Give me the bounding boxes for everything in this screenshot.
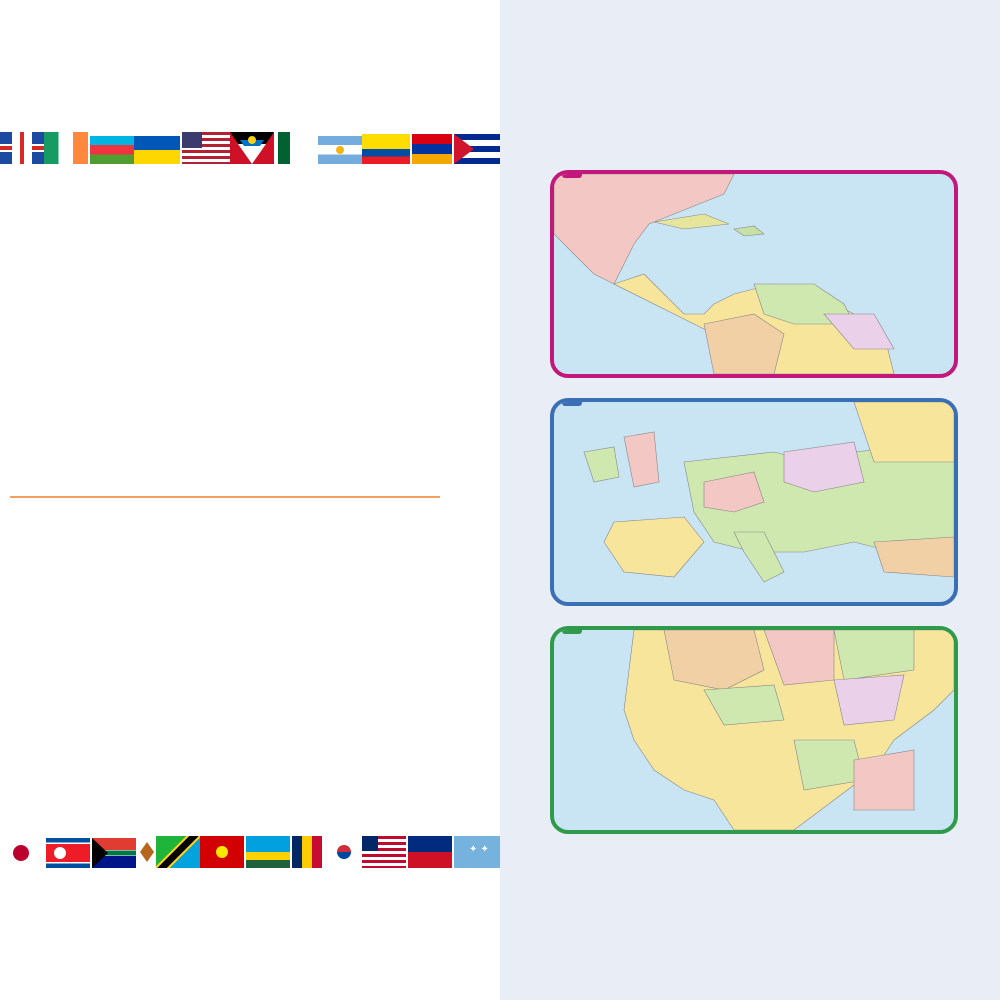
maps-page [500,0,1000,1000]
flag-micronesia: ✦ ✦ [454,836,500,868]
flag-japan [0,838,42,868]
flag-armenia [412,134,452,164]
flag-azerbaijan [90,136,134,164]
flag-macedonia [200,836,244,868]
flag-antigua [230,132,274,164]
flag-emblem-small [140,842,154,862]
map-north-africa [554,630,954,830]
map-title-central-south-america [562,172,582,178]
flag-chad [292,836,322,868]
flag-argentina [318,136,362,164]
flag-liechtenstein [408,836,452,868]
flag-ecuador [362,134,410,164]
flag-liberia [362,836,406,868]
flag-tanzania [156,836,200,868]
map-title-north-africa [562,628,582,634]
map-central-south-america [554,174,954,374]
section-divider [10,496,440,498]
flag-south-africa [92,838,136,868]
map-panel-north-africa [550,626,958,834]
map-panel-europe [550,398,958,606]
map-panel-central-south-america [550,170,958,378]
map-europe [554,402,954,602]
flag-south-korea [326,836,362,868]
flag-algeria [278,132,302,164]
flag-north-korea [46,838,90,868]
flag-ireland [44,132,88,164]
flag-rwanda [246,836,290,868]
map-title-europe [562,400,582,406]
flag-ukraine [134,136,180,164]
flag-cuba [454,134,500,164]
flag-iceland [0,132,44,164]
flag-usa [182,132,230,164]
